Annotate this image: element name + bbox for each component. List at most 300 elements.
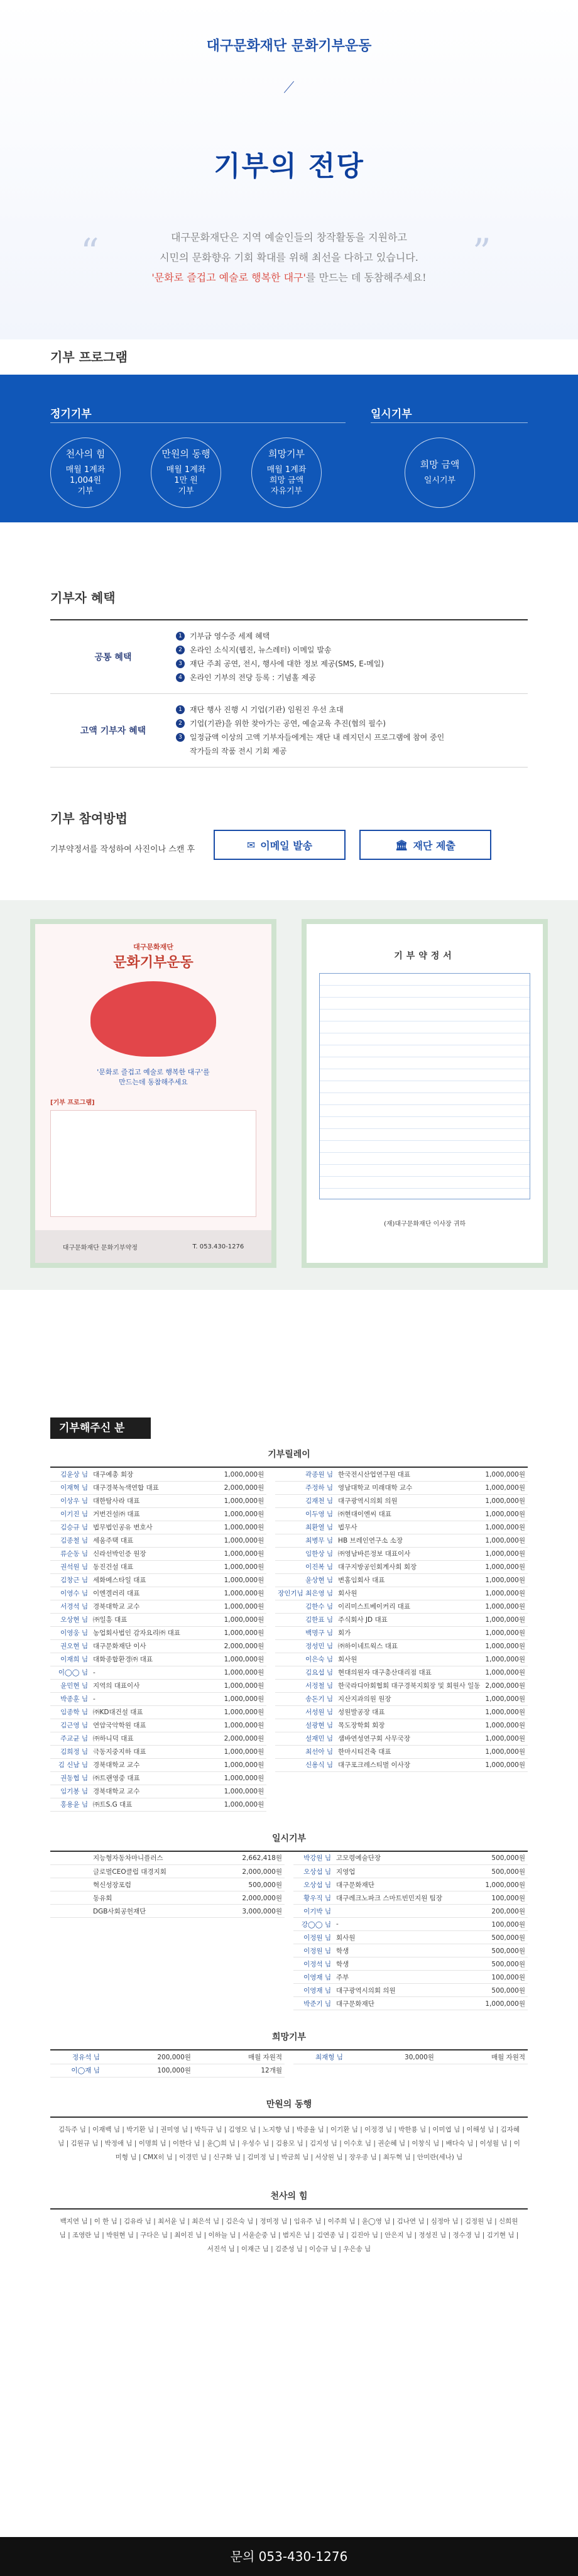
divider bbox=[371, 422, 528, 423]
donor-name: 주교균 님 bbox=[50, 1732, 90, 1745]
donor-amount: 2,000,000원 bbox=[196, 1639, 266, 1653]
flyer-tel: T. 053.430-1276 bbox=[192, 1243, 244, 1250]
donor-affiliation: 대구포크레스티벌 이사장 bbox=[335, 1758, 483, 1771]
donor-row bbox=[50, 1613, 266, 1626]
donor-amount: 1,000,000원 bbox=[483, 1639, 528, 1653]
donor-name: 이진복 님 bbox=[275, 1560, 335, 1573]
donor-affiliation: 한국라디아회협회 대구경북지회장 및 회원사 일동 bbox=[335, 1679, 483, 1692]
donor-amount: 매월 자원적 bbox=[194, 2050, 285, 2064]
flyer-program-title: [기부 프로그램] bbox=[50, 1099, 95, 1106]
category-angel: 천사의 힘 bbox=[50, 2181, 528, 2210]
donor-amount: 1,000,000원 bbox=[196, 1719, 266, 1732]
donor-affiliation: 경북대학교 교수 bbox=[90, 1600, 196, 1613]
donor-row bbox=[50, 1573, 266, 1587]
donor-name: 주정하 님 bbox=[275, 1481, 335, 1494]
footer-contact: 문의 053-430-1276 bbox=[0, 2537, 578, 2576]
donor-row bbox=[50, 1785, 266, 1798]
donor-amount: 1,000,000원 bbox=[457, 1878, 528, 1891]
donor-name: 이◯재 님 bbox=[50, 2064, 102, 2077]
donor-affiliation: 대화종합환경㈜ 대표 bbox=[90, 1653, 196, 1666]
program-section bbox=[0, 375, 578, 522]
donor-affiliation: 세움주택 대표 bbox=[90, 1534, 196, 1547]
donor-name: 김한표 님 bbox=[275, 1613, 335, 1626]
donor-row bbox=[275, 1587, 528, 1600]
donor-affiliation: 동유회 bbox=[90, 1891, 214, 1905]
donor-row bbox=[275, 1639, 528, 1653]
donor-name: 이기진 님 bbox=[50, 1507, 90, 1521]
donor-affiliation: 법무법인공유 변호사 bbox=[90, 1521, 196, 1534]
donor-amount: 1,000,000원 bbox=[196, 1507, 266, 1521]
donor-affiliation: 지능형자동차마니플러스 bbox=[90, 1852, 214, 1865]
benefit-row-head: 공통 혜택 bbox=[94, 652, 132, 663]
donor-name: 김종철 님 bbox=[50, 1534, 90, 1547]
donor-row bbox=[275, 1679, 528, 1692]
donor-amount: 1,000,000원 bbox=[483, 1507, 528, 1521]
benefit-row-common bbox=[50, 620, 528, 694]
heart-graphic bbox=[90, 981, 216, 1057]
donor-name: 김요섭 님 bbox=[275, 1666, 335, 1679]
donor-affiliation: 회사원 bbox=[335, 1653, 483, 1666]
donor-affiliation: 주식회사 JD 대표 bbox=[335, 1613, 483, 1626]
hope-table-right bbox=[293, 2050, 528, 2064]
donor-row bbox=[293, 1865, 528, 1878]
donor-row bbox=[50, 1705, 266, 1719]
donor-affiliation: 글로벌CEO클럽 대경지회 bbox=[90, 1865, 214, 1878]
donor-affiliation: 대구예총 회장 bbox=[90, 1468, 196, 1481]
donor-name: 신용식 님 bbox=[275, 1758, 335, 1771]
donor-affiliation: 세화메스타일 대표 bbox=[90, 1573, 196, 1587]
donor-row bbox=[50, 1481, 266, 1494]
circle-line: 매월 1계좌 bbox=[166, 465, 206, 475]
flyer-detail-box bbox=[50, 1110, 256, 1217]
benefit-section-title: 기부자 혜택 bbox=[50, 590, 116, 605]
donor-affiliation: 회사원 bbox=[335, 1587, 483, 1600]
donor-row bbox=[293, 1984, 528, 1997]
donor-row bbox=[50, 1878, 285, 1891]
donor-name: 이영수 님 bbox=[50, 1587, 90, 1600]
once-table-right bbox=[293, 1852, 528, 2011]
donor-amount: 200,000원 bbox=[457, 1905, 528, 1918]
donor-amount: 1,000,000원 bbox=[196, 1573, 266, 1587]
donor-affiliation: 학생 bbox=[334, 1957, 457, 1971]
donor-amount: 500,000원 bbox=[457, 1852, 528, 1865]
donor-name: 오상현 님 bbox=[50, 1613, 90, 1626]
donor-row bbox=[275, 1507, 528, 1521]
once-table-left bbox=[50, 1852, 285, 1918]
circle-line: 기부 bbox=[178, 487, 194, 496]
donor-affiliation: 지산지과의원 원장 bbox=[335, 1692, 483, 1705]
donor-amount: 1,000,000원 bbox=[196, 1587, 266, 1600]
donor-amount: 2,000,000원 bbox=[196, 1481, 266, 1494]
donor-name: 최재형 님 bbox=[293, 2050, 346, 2064]
donor-row bbox=[275, 1494, 528, 1507]
donor-name: 최병무 님 bbox=[275, 1534, 335, 1547]
donor-name: 오상섭 님 bbox=[293, 1865, 334, 1878]
donor-affiliation: ㈜하니덕 대표 bbox=[90, 1732, 196, 1745]
open-quote-icon: “ bbox=[80, 231, 99, 273]
donor-row bbox=[275, 1521, 528, 1534]
flyer-title: 문화기부운동 bbox=[113, 955, 194, 971]
donor-name: 이영재 님 bbox=[293, 1984, 334, 1997]
donor-row bbox=[50, 1758, 266, 1771]
donor-row bbox=[50, 1719, 266, 1732]
donor-affiliation: 한마시티건축 대표 bbox=[335, 1745, 483, 1758]
donor-name: 설광현 님 bbox=[275, 1719, 335, 1732]
donor-amount: 1,000,000원 bbox=[483, 1745, 528, 1758]
donor-affiliation: 경북대학교 교수 bbox=[90, 1758, 196, 1771]
once-donation-title: 일시기부 bbox=[371, 408, 412, 421]
donor-affiliation: 농업회사법인 감자요리㈜ 대표 bbox=[90, 1626, 196, 1639]
donor-row bbox=[293, 1891, 528, 1905]
donor-amount: 1,000,000원 bbox=[196, 1600, 266, 1613]
flyer-slogan: 만드는데 동참해주세요 bbox=[119, 1078, 188, 1086]
donor-affiliation: ㈜일흥 대표 bbox=[90, 1613, 196, 1626]
donor-affiliation: 영남대학교 미래대학 교수 bbox=[335, 1481, 483, 1494]
donor-name: 김재천 님 bbox=[275, 1494, 335, 1507]
circle-title: 천사의 힘 bbox=[65, 448, 106, 460]
donor-row bbox=[275, 1666, 528, 1679]
donor-amount: 2,662,418원 bbox=[214, 1852, 285, 1865]
benefit-item: 3 일정금액 이상의 고액 기부자들에게는 재단 내 레지던시 프로그램에 참여 중인 bbox=[176, 730, 528, 744]
donor-affiliation: 대구문화재단 bbox=[334, 1997, 457, 2010]
donor-amount: 1,000,000원 bbox=[483, 1666, 528, 1679]
donor-affiliation: 회사원 bbox=[334, 1931, 457, 1944]
donor-row bbox=[293, 1957, 528, 1971]
donor-row bbox=[50, 1745, 266, 1758]
donor-row bbox=[275, 1732, 528, 1745]
program-manwon-circle[interactable] bbox=[151, 438, 221, 508]
donor-name: 이영재 님 bbox=[293, 1971, 334, 1984]
donor-affiliation: 지역의 대표이사 bbox=[90, 1679, 196, 1692]
circle-line: 매월 1계좌 bbox=[65, 465, 106, 475]
donor-affiliation: ㈜KD대건설 대표 bbox=[90, 1705, 196, 1719]
program-angel-circle[interactable] bbox=[50, 438, 121, 508]
circle-line: 1,004원 bbox=[70, 476, 101, 485]
donor-name bbox=[50, 1905, 90, 1918]
pledge-form-image[interactable] bbox=[302, 919, 548, 1268]
donor-row bbox=[275, 1653, 528, 1666]
donor-amount: 1,000,000원 bbox=[483, 1534, 528, 1547]
donor-affiliation: 대한탐사라 대표 bbox=[90, 1494, 196, 1507]
donor-amount: 500,000원 bbox=[457, 1944, 528, 1957]
donor-row bbox=[50, 1771, 266, 1785]
donor-name: 임기봉 님 bbox=[50, 1785, 90, 1798]
donor-name: 황우직 님 bbox=[293, 1891, 334, 1905]
quote-highlight: '문화로 즐겁고 예술로 행복한 대구' bbox=[151, 272, 306, 283]
donor-amount: 1,000,000원 bbox=[483, 1468, 528, 1481]
donor-row bbox=[50, 1666, 266, 1679]
manwon-names: 김득주 님 | 이재백 님 | 박기환 님 | 권미영 님 | 박득규 님 | 김영모 님 | 노지향 님 | 박종율 님 | 이기환 님 | 이정경 님 | 박한룡 님 | 이미엽 님 | 이해성 님 | 김자혜 님 | 김원규 님 | 박정애 님 | 이명희 님 | 이한다 님 | 윤◯희 님 | 우성수 님 | 김용모 님 | 김지성 님 | 이수호 님 | 권순혜 님 | 이창식 님 | 배다숙 님 | 이성월 님 | 이미형 님 | CMX히 님 | 이경민 님 | 신구화 님 | 김미정 님 | 박금희 님 | 서상원 님 | 장우종 님 | 최두혁 님 | 안미란(세나) 님 bbox=[58, 2125, 520, 2161]
donor-row bbox=[275, 1719, 528, 1732]
donor-amount: 500,000원 bbox=[214, 1878, 285, 1891]
donor-name: 이재혁 님 bbox=[50, 1481, 90, 1494]
program-section-title: 기부 프로그램 bbox=[50, 350, 128, 365]
donor-name: 오상섭 님 bbox=[293, 1878, 334, 1891]
donor-amount: 1,000,000원 bbox=[483, 1521, 528, 1534]
donor-amount: 1,000,000원 bbox=[196, 1613, 266, 1626]
divider bbox=[50, 422, 346, 423]
donor-amount: 1,000,000원 bbox=[196, 1679, 266, 1692]
donor-name bbox=[50, 1852, 90, 1865]
donor-row bbox=[293, 2050, 528, 2064]
donor-amount: 1,000,000원 bbox=[483, 1758, 528, 1771]
donor-affiliation: 극동지중지하 대표 bbox=[90, 1745, 196, 1758]
regular-donation-title: 정기기부 bbox=[50, 408, 92, 421]
donor-affiliation: 고모령예술단장 bbox=[334, 1852, 457, 1865]
donor-row bbox=[275, 1600, 528, 1613]
benefit-item: 1 기부금 영수증 세제 혜택 bbox=[176, 629, 528, 643]
donor-row bbox=[275, 1705, 528, 1719]
donor-row bbox=[50, 1798, 266, 1811]
donor-name: 서경석 님 bbox=[50, 1600, 90, 1613]
donor-amount: 500,000원 bbox=[457, 1957, 528, 1971]
quote-line-3 bbox=[0, 268, 578, 288]
org-title: 대구문화재단 문화기부운동 bbox=[206, 38, 372, 54]
donor-amount: 1,000,000원 bbox=[483, 1613, 528, 1626]
donor-name bbox=[50, 1865, 90, 1878]
donor-name: 이재희 님 bbox=[50, 1653, 90, 1666]
donor-name: 정성민 님 bbox=[275, 1639, 335, 1653]
donor-affiliation: 이엔겔러리 대표 bbox=[90, 1587, 196, 1600]
donor-amount: 1,000,000원 bbox=[483, 1573, 528, 1587]
donor-row bbox=[50, 1891, 285, 1905]
donor-amount: 2,000,000원 bbox=[214, 1865, 285, 1878]
donor-name bbox=[50, 1878, 90, 1891]
donor-row bbox=[50, 1905, 285, 1918]
donor-name: 이은숙 님 bbox=[275, 1653, 335, 1666]
donor-amount: 3,000,000원 bbox=[214, 1905, 285, 1918]
circle-line: 희망 금액 bbox=[269, 476, 304, 485]
donor-row bbox=[50, 1852, 285, 1865]
intro-quote bbox=[0, 228, 578, 288]
donor-name: 이상우 님 bbox=[50, 1494, 90, 1507]
donor-row bbox=[50, 1507, 266, 1521]
benefit-item: 1 재단 행사 진행 시 기업(기관) 임원진 우선 초대 bbox=[176, 703, 528, 717]
donor-name: 서성원 님 bbox=[275, 1705, 335, 1719]
donor-affiliation: 회가 bbox=[335, 1626, 483, 1639]
donor-amount: 1,000,000원 bbox=[196, 1653, 266, 1666]
donor-amount: 500,000원 bbox=[457, 1865, 528, 1878]
donor-name: 박강원 님 bbox=[293, 1852, 334, 1865]
donor-name: 이◯◯ 님 bbox=[50, 1666, 90, 1679]
program-once-circle[interactable] bbox=[405, 438, 475, 508]
documents-area bbox=[0, 900, 578, 1290]
donor-row bbox=[50, 1679, 266, 1692]
donor-row bbox=[50, 1600, 266, 1613]
donor-amount: 2,000,000원 bbox=[214, 1891, 285, 1905]
donors-section bbox=[50, 1417, 528, 2261]
donor-affiliation: 대구광역시의회 의원 bbox=[335, 1494, 483, 1507]
donor-row bbox=[50, 1587, 266, 1600]
donor-row bbox=[50, 1639, 266, 1653]
donor-row bbox=[293, 1931, 528, 1944]
donor-affiliation: 이리미스트베이커리 대표 bbox=[335, 1600, 483, 1613]
donor-row bbox=[50, 1865, 285, 1878]
donor-amount: 100,000원 bbox=[457, 1971, 528, 1984]
donor-amount: 1,000,000원 bbox=[196, 1771, 266, 1785]
donor-amount: 1,000,000원 bbox=[483, 1705, 528, 1719]
donor-row bbox=[275, 1758, 528, 1771]
donor-amount: 매월 자원적 bbox=[437, 2050, 528, 2064]
donor-name: 김 신남 님 bbox=[50, 1758, 90, 1771]
circle-line: 자유기부 bbox=[270, 487, 303, 496]
flyer-image[interactable] bbox=[30, 919, 276, 1268]
donor-affiliation: - bbox=[90, 1692, 196, 1705]
donor-affiliation: 대구문화재단 이사 bbox=[90, 1639, 196, 1653]
donor-name: 임한상 님 bbox=[275, 1547, 335, 1560]
donor-affiliation: ㈜트랜영중 대표 bbox=[90, 1771, 196, 1785]
donor-row bbox=[275, 1613, 528, 1626]
donor-name: 김한수 님 bbox=[275, 1600, 335, 1613]
donor-affiliation: 거번건설㈜ 대표 bbox=[90, 1507, 196, 1521]
category-hope: 희망기부 bbox=[50, 2022, 528, 2050]
hero-section bbox=[0, 0, 578, 339]
hope-table-left bbox=[50, 2050, 285, 2078]
donor-affiliation: - bbox=[90, 1666, 196, 1679]
benefit-list bbox=[176, 694, 528, 767]
program-hope-circle[interactable] bbox=[251, 438, 322, 508]
benefit-row-major bbox=[50, 694, 528, 768]
donor-affiliation: 대구광역시의회 의원 bbox=[334, 1984, 457, 1997]
donor-name bbox=[50, 1891, 90, 1905]
donor-amount: 1,000,000원 bbox=[483, 1626, 528, 1639]
button-label: 재단 제출 bbox=[413, 839, 455, 852]
donor-amount: 1,000,000원 bbox=[483, 1481, 528, 1494]
donor-amount: 1,000,000원 bbox=[196, 1521, 266, 1534]
donor-affiliation: 대구레크노파크 스마트빈민지원 팀장 bbox=[334, 1891, 457, 1905]
donor-name: 곽종원 님 bbox=[275, 1468, 335, 1481]
donor-affiliation: 법무사 bbox=[335, 1521, 483, 1534]
circle-title: 희망기부 bbox=[268, 448, 305, 460]
close-quote-icon: ” bbox=[472, 231, 491, 273]
donor-affiliation: DGB사회공헌재단 bbox=[90, 1905, 214, 1918]
decorative-slash bbox=[284, 81, 294, 93]
donor-affiliation: 학생 bbox=[334, 1944, 457, 1957]
donor-amount: 1,000,000원 bbox=[196, 1494, 266, 1507]
donor-name: 이두영 님 bbox=[275, 1507, 335, 1521]
relay-table-right bbox=[275, 1468, 528, 1772]
donor-row bbox=[275, 1626, 528, 1639]
donor-row bbox=[293, 1971, 528, 1984]
mail-icon: ✉ bbox=[246, 839, 256, 851]
donor-affiliation: 한국전시산업연구원 대표 bbox=[335, 1468, 483, 1481]
donor-name: 최환열 님 bbox=[275, 1521, 335, 1534]
donor-row bbox=[275, 1745, 528, 1758]
donor-name: 설재민 님 bbox=[275, 1732, 335, 1745]
donor-amount: 1,000,000원 bbox=[483, 1732, 528, 1745]
donor-name: 박준기 님 bbox=[293, 1997, 334, 2010]
donor-amount: 1,000,000원 bbox=[483, 1719, 528, 1732]
angel-names: 백지연 님 | 이 한 님 | 김유라 님 | 최서윤 님 | 최은석 님 | 김은숙 님 | 정미정 님 | 임유주 님 | 이주희 님 | 윤◯영 님 | 김나연 님 | 심정아 님 | 김정원 님 | 신희원 님 | 조영란 님 | 박원현 님 | 구다은 님 | 최이진 님 | 이하늘 님 | 서윤순중 님 | 범지은 님 | 김연종 님 | 김진아 님 | 안은지 님 | 정성진 님 | 정수경 님 | 김기현 님 | 서진석 님 | 이재근 님 | 김준성 님 | 이승규 님 | 우은송 님 bbox=[59, 2217, 519, 2253]
circle-line: 1만 원 bbox=[174, 476, 198, 485]
donor-row bbox=[293, 1852, 528, 1865]
donor-affiliation: 연암국악학원 대표 bbox=[90, 1719, 196, 1732]
donors-header: 기부해주신 분 bbox=[50, 1417, 151, 1439]
building-icon: 🏛 bbox=[395, 839, 408, 851]
donor-name: 권동협 님 bbox=[50, 1771, 90, 1785]
donor-row bbox=[50, 1547, 266, 1560]
flyer-org: 대구문화재단 bbox=[133, 943, 173, 951]
donor-amount: 1,000,000원 bbox=[483, 1653, 528, 1666]
donor-name: 박종훈 님 bbox=[50, 1692, 90, 1705]
donor-amount: 1,000,000원 bbox=[196, 1798, 266, 1811]
donor-row bbox=[293, 1878, 528, 1891]
donor-affiliation: 현대의원자 대구총산대리점 대표 bbox=[335, 1666, 483, 1679]
benefit-list bbox=[176, 620, 528, 693]
donor-row bbox=[50, 1626, 266, 1639]
quote-line-2: 시민의 문화향유 기회 확대를 위해 최선을 다하고 있습니다. bbox=[160, 251, 418, 263]
donor-amount: 1,000,000원 bbox=[457, 1997, 528, 2010]
donor-amount: 1,000,000원 bbox=[196, 1705, 266, 1719]
donor-row bbox=[50, 1732, 266, 1745]
donor-name: 강◯◯ 님 bbox=[293, 1918, 334, 1931]
circle-title: 만원의 동행 bbox=[161, 448, 210, 460]
how-section-title: 기부 참여방법 bbox=[50, 811, 128, 826]
donor-row bbox=[50, 1534, 266, 1547]
donor-row bbox=[50, 1560, 266, 1573]
form-footer: (재)대구문화재단 이사장 귀하 bbox=[383, 1221, 466, 1228]
benefit-item: 2 기업(기관)을 위한 찾아가는 공연, 예술교육 추진(협의 필수) bbox=[176, 717, 528, 730]
how-description: 기부약정서를 작성하여 사진이나 스캔 후 bbox=[50, 845, 195, 854]
category-once: 일시기부 bbox=[50, 1823, 528, 1852]
donor-name: 이기박 님 bbox=[293, 1905, 334, 1918]
donor-amount: 1,000,000원 bbox=[196, 1666, 266, 1679]
donor-name: 류순동 님 bbox=[50, 1547, 90, 1560]
donor-row bbox=[50, 1521, 266, 1534]
donor-name: 정유석 님 bbox=[50, 2050, 102, 2064]
donor-affiliation: 대구경북녹색연합 대표 bbox=[90, 1481, 196, 1494]
donor-affiliation: 신라선박인증 원장 bbox=[90, 1547, 196, 1560]
donor-amount: 1,000,000원 bbox=[196, 1626, 266, 1639]
donor-affiliation: 100,000원 bbox=[102, 2064, 194, 2077]
category-relay: 기부릴레이 bbox=[50, 1439, 528, 1468]
donor-amount: 1,000,000원 bbox=[483, 1494, 528, 1507]
flyer-slogan: '문화로 즐겁고 예술로 행복한 대구'를 bbox=[97, 1068, 210, 1076]
benefit-row-head: 고액 기부자 혜택 bbox=[80, 726, 146, 736]
donor-amount: 100,000원 bbox=[457, 1918, 528, 1931]
relay-table-left bbox=[50, 1468, 266, 1812]
flyer-bottom: 대구문화재단 문화기부약정 bbox=[62, 1244, 138, 1252]
donor-amount: 1,000,000원 bbox=[196, 1547, 266, 1560]
donor-affiliation: - bbox=[334, 1918, 457, 1931]
quote-line-1: 대구문화재단은 지역 예술인들의 창작활동을 지원하고 bbox=[171, 231, 407, 243]
circle-title: 희망 금액 bbox=[420, 459, 460, 470]
donor-name: 이정원 님 bbox=[293, 1931, 334, 1944]
page-title: 기부의 전당 bbox=[214, 150, 364, 182]
donor-affiliation: 200,000원 bbox=[102, 2050, 194, 2064]
donor-affiliation: ㈜트S.G 대표 bbox=[90, 1798, 196, 1811]
donor-affiliation: 지영업 bbox=[334, 1865, 457, 1878]
donor-amount: 1,000,000원 bbox=[196, 1468, 266, 1481]
email-submit-button[interactable] bbox=[214, 830, 346, 860]
donor-amount: 1,000,000원 bbox=[196, 1692, 266, 1705]
form-title: 기부약정서 bbox=[394, 951, 455, 961]
donor-name: 홍용윤 님 bbox=[50, 1798, 90, 1811]
donor-row bbox=[275, 1692, 528, 1705]
donor-name: 김윤상 님 bbox=[50, 1468, 90, 1481]
donor-name: 김창근 님 bbox=[50, 1573, 90, 1587]
donor-row bbox=[293, 1918, 528, 1931]
donor-row bbox=[50, 1494, 266, 1507]
donor-amount: 12개월 bbox=[194, 2064, 285, 2077]
button-label: 이메일 발송 bbox=[260, 839, 313, 852]
donor-name: 최선아 님 bbox=[275, 1745, 335, 1758]
donor-affiliation: 경북대학교 교수 bbox=[90, 1785, 196, 1798]
visit-submit-button[interactable] bbox=[359, 830, 491, 860]
donor-row bbox=[275, 1468, 528, 1481]
donor-row bbox=[50, 1653, 266, 1666]
donor-row bbox=[50, 1692, 266, 1705]
